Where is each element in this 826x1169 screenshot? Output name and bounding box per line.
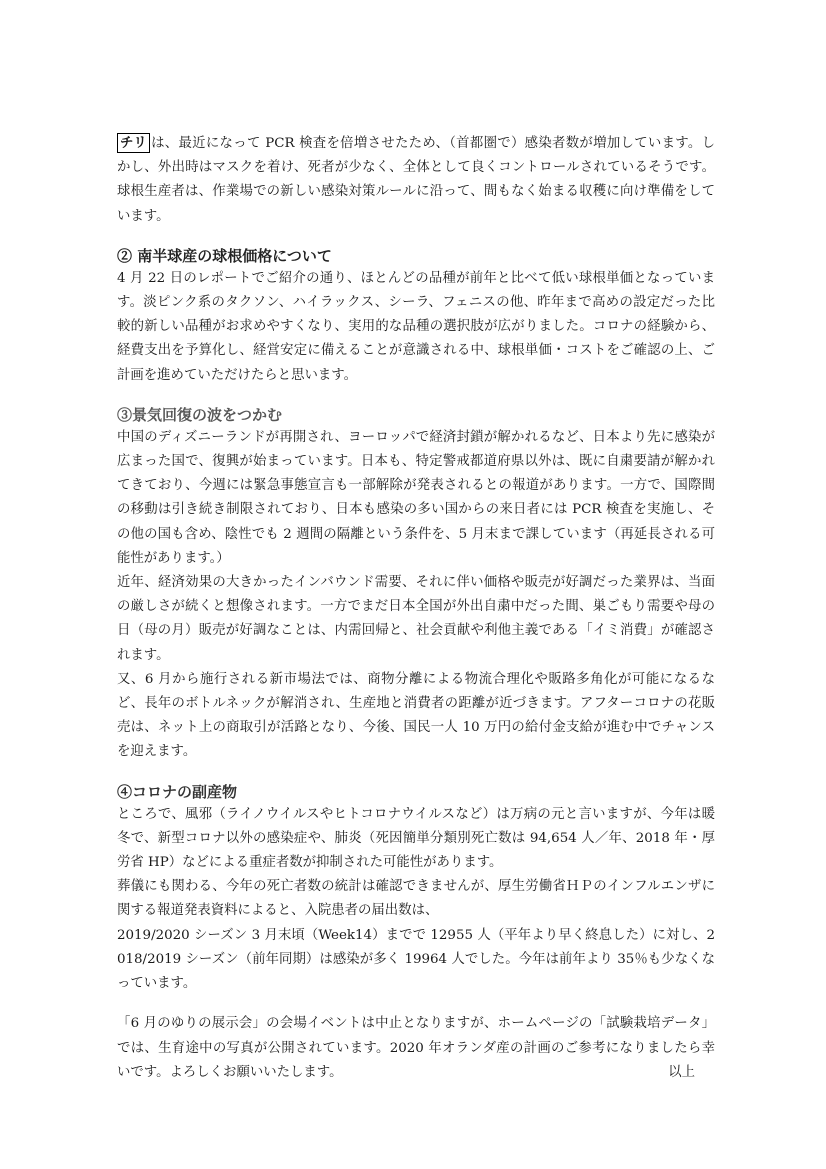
closing-block (117, 1012, 715, 1085)
section-spacer (117, 388, 715, 404)
section-heading-byproduct: ④コロナの副産物 (117, 782, 238, 801)
section-heading-recovery: ③景気回復の波をつかむ (117, 405, 283, 424)
section-spacer (117, 996, 715, 1012)
recovery-paragraph-2: 近年、経済効果の大きかったインバウンド需要、それに伴い価格や販売が好調だった業界は、当面の厳しさが続くと想像されます。一方でまだ日本全国が外出自粛中だった間、巣ごもり需要や母の日（母の月）販売が好調なことは、内需回帰と、社会貢献や利他主義である「イミ消費」が確認されます。 (117, 575, 715, 663)
byproduct-paragraph-3: 2019/2020 シーズン 3 月末頃（Week14）までで 12955 人（平年より早く終息した）に対し、2018/2019 シーズン（前年同期）は感染が多く 19964 人でした。今年は前年より 35％も少なくなっています。 (117, 927, 715, 992)
section-spacer (117, 229, 715, 245)
recovery-paragraph-3: 又、6 月から施行される新市場法では、商物分離による物流合理化や販路多角化が可能になるなど、長年のボトルネックが解消され、生産地と消費者の距離が近づきます。アフターコロナの花販売は、ネット上の商取引が活路となり、今後、国民一人 10 万円の給付金支給が進む中でチャンスを迎えます。 (117, 671, 715, 760)
byproduct-paragraph-1: ところで、風邪（ライノウイルスやヒトコロナウイルスなど）は万病の元と言いますが、今年は暖冬で、新型コロナ以外の感染症や、肺炎（死因簡単分類別死亡数は 94,654 人／年、2018 年・厚労省 HP）などによる重症者数が抑制された可能性があります。 (117, 806, 715, 871)
closing-end-mark: 以上 (668, 1064, 695, 1080)
closing-paragraph: 「6 月のゆりの展示会」の会場イベントは中止となりますが、ホームページの「試験栽培データ」では、生育途中の写真が公開されています。2020 年オランダ産の計画のご参考になりましたら幸いです。よろしくお願いいたします。 (117, 1016, 715, 1080)
intro-paragraph (117, 132, 715, 229)
section-spacer (117, 765, 715, 781)
document-page (117, 132, 715, 1085)
byproduct-paragraph-2: 葬儀にも関わる、今年の死亡者数の統計は確認できませんが、厚生労働省ＨＰのインフルエンザに関する報道発表資料によると、入院患者の届出数は、 (117, 879, 715, 919)
intro-text: は、最近になって PCR 検査を倍増させたため、（首都圏で）感染者数が増加しています。しかし、外出時はマスクを着け、死者が少なく、全体として良くコントロールされているそうです。球根生産者は、作業場での新しい感染対策ルールに沿って、間もなく始まる収穫に向け準備をしています。 (117, 136, 715, 224)
recovery-paragraph-1: 中国のディズニーランドが再開され、ヨーロッパで経済封鎖が解かれるなど、日本より先に感染が広まった国で、復興が始まっています。日本も、特定警戒都道府県以外は、既に自粛要請が解かれてきており、今週には緊急事態宣言も一部解除が発表されるとの報道があります。一方で、国際間の移動は引き続き制限されており、日本も感染の多い国からの来日者には PCR 検査を実施し、その他の国も含め、陰性でも 2 週間の隔離という条件を、5 月末まで課しています（再延長される可能性があります。） (117, 429, 715, 566)
country-label-box: チリ (117, 133, 150, 153)
section-body-bulb-prices: 4 月 22 日のレポートでご紹介の通り、ほとんどの品種が前年と比べて低い球根単価となっています。淡ピンク系のタクソン、ハイラックス、シーラ、フェニスの他、昨年まで高めの設定だった比較的新しい品種がお求めやすくなり、実用的な品種の選択肢が広がりました。コロナの経験から、経費支出を予算化し、経営安定に備えることが意識される中、球根単価・コストをご確認の上、ご計画を進めていただけたらと思います。 (117, 270, 715, 383)
section-heading-bulb-prices: ② 南半球産の球根価格について (117, 246, 332, 265)
